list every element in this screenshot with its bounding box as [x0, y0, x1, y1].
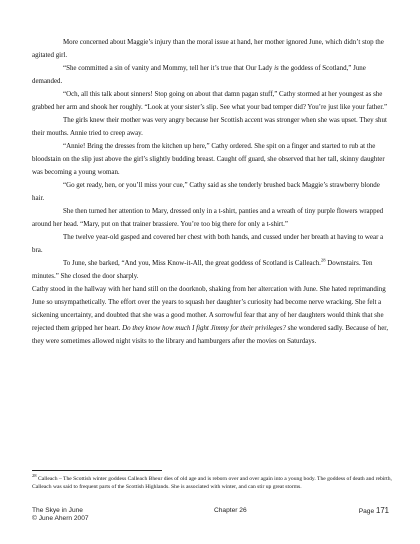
page-footer	[32, 507, 389, 523]
page-number: 171	[375, 506, 389, 515]
footnote-text: Calleach – The Scottish winter goddess Calleach Bheur dies of old age and is reborn over and over again into a young body. The goddess of death and rebirth, Calleach was said to frequent parts of the Scottish Highlands. She is associated with winter, and can stir up great storms.	[32, 476, 392, 490]
paragraph: “She committed a sin of vanity and Mommy, tell her it’s true that Our Lady is the goddess of Scotland,” June demanded.	[32, 64, 366, 85]
paragraph: To June, she barked, “And you, Miss Know-it-All, the great goddess of Scotland is Calleach.$^{28}$ Downstairs. Ten minutes.” She closed the door sharply.	[32, 257, 373, 280]
paragraph: “Och, all this talk about sinners! Stop going on about that damn pagan stuff,” Cathy stormed at her youngest as she grabbed her arm and shook her roughly. “Look at your sister’s slip. See what your bad temper did? You’re just like your father.”	[32, 90, 388, 111]
paragraph: She then turned her attention to Mary, dressed only in a t-shirt, panties and a wreath of tiny purple flowers wrapped around her head. “Mary, put on that trainer brassiere. You’re too big there for only a t-shirt.”	[32, 207, 384, 228]
footnote-reference: 28	[320, 257, 326, 263]
footnote-separator	[32, 470, 162, 471]
page-number-label: Page 171	[358, 506, 389, 515]
paragraph: “Annie! Bring the dresses from the kitchen up here,” Cathy ordered. She spit on a finger and started to rub at the bloodstain on the slip just above the girl’s slightly budding breast. Caught off guard, she observed that her tall, skinny daughter was becoming a young woman.	[32, 142, 385, 176]
emphasis: Do they know how much I fight Jimmy for their privileges?	[122, 324, 286, 332]
paragraph: More concerned about Maggie’s injury than the moral issue at hand, her mother ignored June, which didn’t stop the agitated girl.	[32, 38, 384, 59]
footnote-number: 28	[32, 473, 37, 479]
chapter-body	[32, 36, 390, 348]
paragraph: The girls knew their mother was very angry because her Scottish accent was stronger when she was upset. They shut their mouths. Annie tried to creep away.	[32, 116, 387, 137]
book-title: The Skye in June	[32, 507, 83, 514]
copyright: © June Ahern 2007	[32, 515, 89, 523]
paragraph: Cathy stood in the hallway with her hand still on the doorknob, shaking from her altercation with June. She hated reprimanding June so unsympathetically. The effort over the years to squash her daughter’s curiosity had become nerve wracking. She felt a sickening uncertainty, and doubted that she was a good mother. A sorrowful fear that any of her daughters would think that she rejected them gripped her heart. Do they know how much I fight Jimmy for their privileges? she wondered sadly. Because of her, they were sometimes allowed night visits to the library and hamburgers after the movies on Saturdays.	[32, 285, 389, 345]
chapter-label: Chapter 26	[214, 507, 247, 514]
footnote	[32, 473, 392, 491]
paragraph: “Go get ready, hen, or you’ll miss your cue,” Cathy said as she tenderly brushed back Maggie’s strawberry blonde hair.	[32, 181, 380, 202]
emphasis: is	[274, 64, 279, 72]
paragraph: The twelve year-old gasped and covered her chest with both hands, and cussed under her breath at having to wear a bra.	[32, 233, 384, 254]
